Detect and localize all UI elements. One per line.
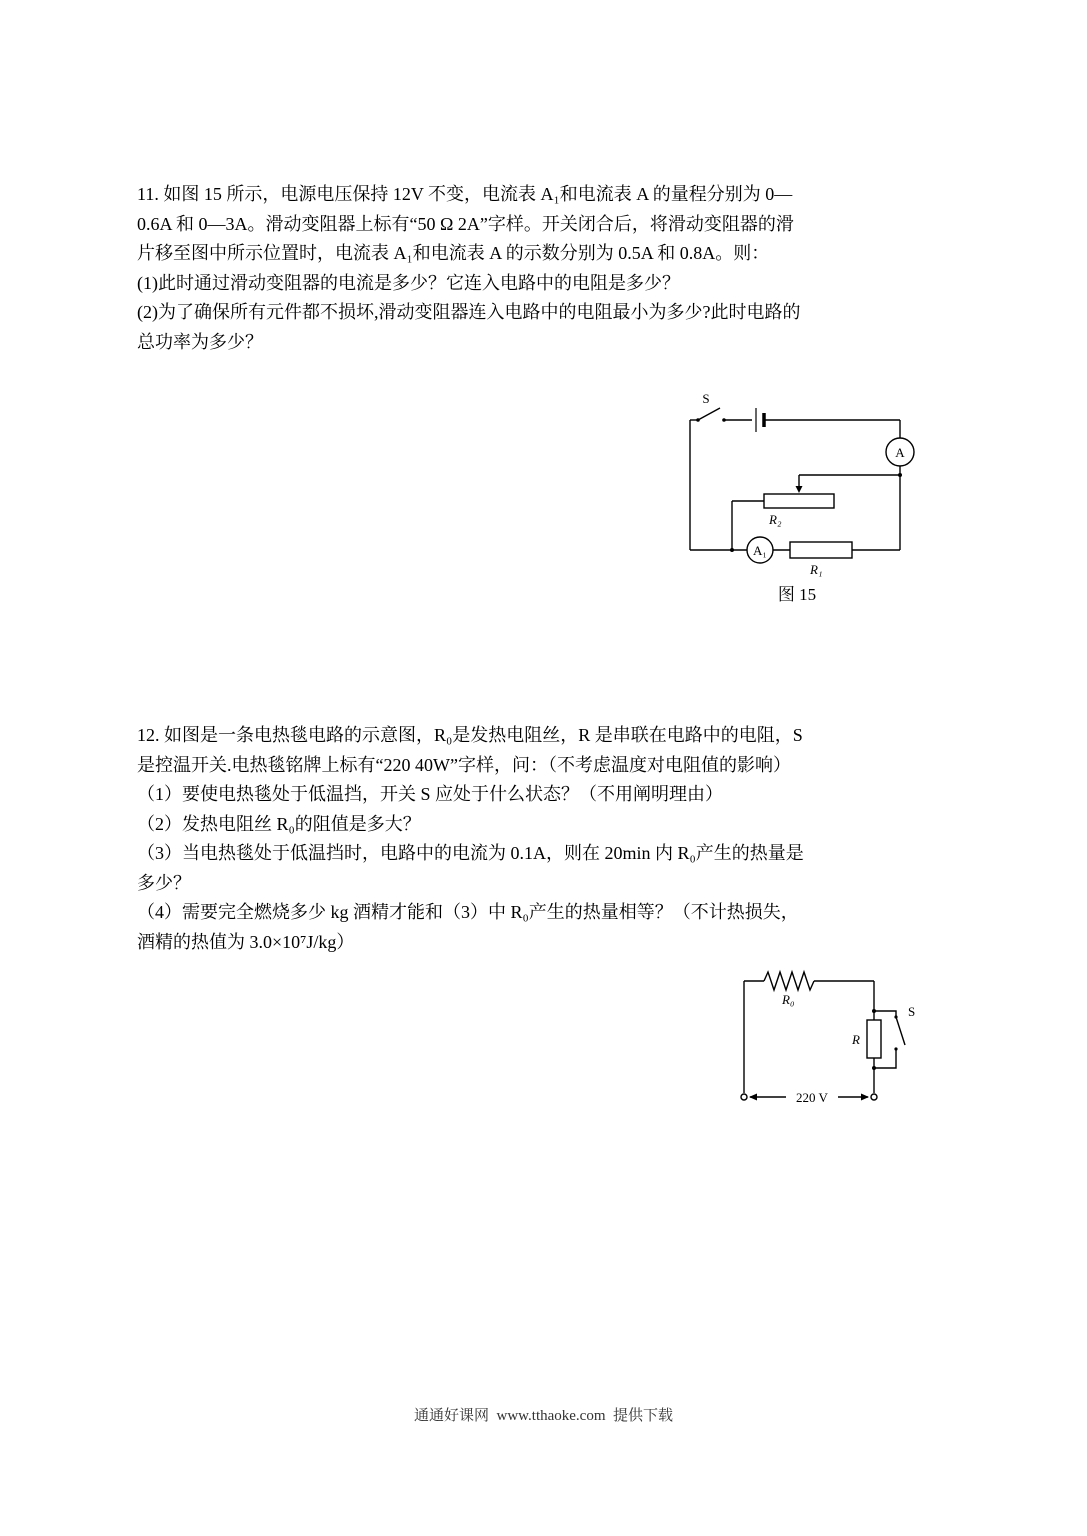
text-line: 多少？	[137, 872, 191, 893]
text-line: 0.6A 和 0—3A。滑动变阻器上标有“50 Ω 2A”字样。开关闭合后，将滑动变阻器的滑	[137, 213, 794, 234]
ammeter1-label: A₁	[753, 543, 767, 558]
page-footer: 通通好课网 www.tthaoke.com 提供下载	[414, 1408, 673, 1424]
text-line: 是控温开关.电热毯铭牌上标有“220 40W”字样，问：（不考虑温度对电阻值的影响）	[137, 754, 791, 775]
text-line: （2）发热电阻丝 R₀的阻值是多大？	[137, 813, 421, 834]
text-line: （3）当电热毯处于低温挡时，电路中的电流为 0.1A，则在 20min 内 R₀产生的热量是	[137, 843, 804, 863]
circuit-marks	[749, 1009, 898, 1101]
voltage-label: 220 V	[796, 1090, 828, 1105]
figure-15-caption: 图 15	[777, 585, 817, 604]
text-line: 12. 如图是一条电热毯电路的示意图，R₀是发热电阻丝，R 是串联在电路中的电阻，S	[137, 725, 803, 745]
text-line: 总功率为多少？	[137, 331, 263, 352]
problem-12-text	[137, 721, 967, 957]
ammeter-label: A	[895, 445, 905, 460]
heater-label: R₀	[782, 992, 795, 1007]
text-line: 11. 如图 15 所示，电源电压保持 12V 不变，电流表 A₁和电流表 A 的量程分别为 0—	[137, 184, 793, 204]
problem-11-text	[137, 180, 967, 357]
circuit-diagram-figure-15	[672, 390, 922, 578]
text-line: （1）要使电热毯处于低温挡，开关 S 应处于什么状态？（不用阐明理由）	[137, 784, 724, 804]
text-line: 片移至图中所示位置时，电流表 A₁和电流表 A 的示数分别为 0.5A 和 0.8A。则：	[137, 243, 770, 263]
switch-label: S	[702, 391, 710, 406]
figure-15	[672, 390, 922, 605]
right-arrow-icon	[861, 1094, 869, 1101]
switch-label: S	[908, 1004, 916, 1019]
resistor-label: R	[852, 1032, 860, 1047]
left-arrow-icon	[749, 1094, 757, 1101]
text-line: (2)为了确保所有元件都不损坏,滑动变阻器连入电路中的电阻最小为多少?此时电路的	[137, 302, 801, 322]
text-line: (1)此时通过滑动变阻器的电流是多少？它连入电路中的电阻是多少？	[137, 272, 680, 293]
rheostat-label: R₂	[769, 512, 782, 527]
slider-arrow-icon	[796, 486, 803, 493]
resistor-label: R₁	[810, 562, 823, 577]
figure-heating-circuit	[726, 956, 921, 1118]
circuit-diagram-problem-12	[726, 956, 921, 1118]
circuit-wires	[741, 972, 905, 1100]
circuit-wires	[690, 408, 914, 563]
text-line: （4）需要完全燃烧多少 kg 酒精才能和（3）中 R₀产生的热量相等？（不计热损失，	[137, 902, 799, 922]
text-line: 酒精的热值为 3.0×10⁷J/kg）	[137, 931, 355, 952]
